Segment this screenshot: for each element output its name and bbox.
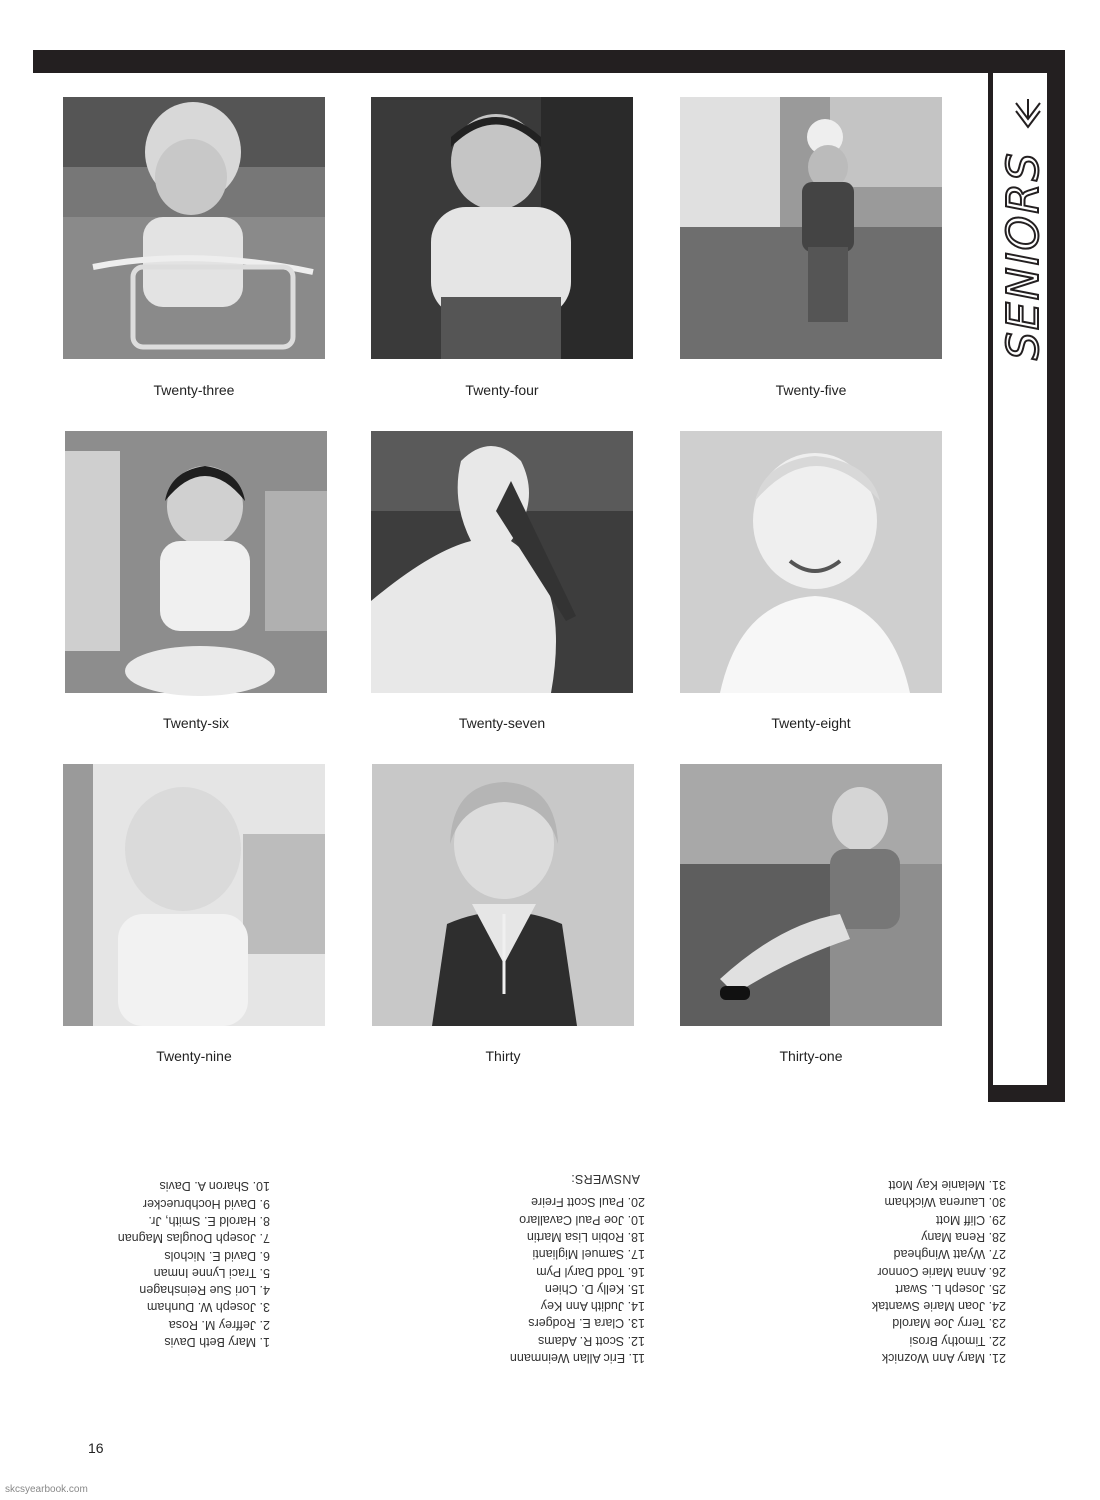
- answers-column-1: [118, 1177, 270, 1350]
- answer-item: 16. Todd Daryl Pym: [536, 1264, 645, 1279]
- answer-item: 23. Terry Joe Marold: [892, 1316, 1006, 1331]
- answer-item: 13. Clara E. Rodgers: [528, 1316, 645, 1331]
- baby-photo-24: [371, 97, 633, 359]
- answer-item: 31. Melanie Kay Mott: [888, 1178, 1006, 1193]
- answer-item: 20. Paul Scott Freire: [531, 1195, 645, 1210]
- answer-item: 28. Rena Many: [921, 1229, 1006, 1244]
- answer-item: 7. Joseph Douglas Magnan: [117, 1231, 270, 1246]
- baby-photo-30: [372, 764, 634, 1026]
- baby-photo-29: [63, 764, 325, 1026]
- answer-item: 10. Joe Paul Cavallaro: [519, 1212, 645, 1227]
- answer-item: 2. Jeffrey M. Rosa: [168, 1317, 270, 1332]
- answer-item: 4. Lori Sue Reinshagen: [139, 1283, 270, 1298]
- photo-caption: Thirty: [485, 1048, 521, 1064]
- answer-item: 25. Joseph L. Swart: [895, 1281, 1006, 1296]
- answer-item: 8. Harold E. Smith, Jr.: [148, 1213, 270, 1228]
- top-border-bar: [33, 50, 1065, 73]
- answer-item: 27. Wyatt Winghead: [893, 1247, 1006, 1262]
- answer-item: 30. Laurena Wickham: [884, 1195, 1006, 1210]
- stork-photo-27: [371, 431, 633, 693]
- answer-item: 26. Anna Marie Connor: [877, 1264, 1006, 1279]
- answer-item: 6. David E. Nichols: [164, 1248, 270, 1263]
- answer-item: 18. Robin Lisa Martin: [526, 1229, 645, 1244]
- answer-item: 11. Eric Allan Weinmann: [509, 1351, 645, 1365]
- answer-item: 1. Mary Beth Davis: [164, 1335, 270, 1349]
- photo-caption: Twenty-seven: [458, 715, 546, 731]
- answer-item: 5. Traci Lynne Inman: [153, 1265, 270, 1280]
- photo-caption: Twenty-three: [153, 382, 235, 398]
- answer-item: 14. Judith Ann Key: [540, 1299, 645, 1314]
- photo-caption: Thirty-one: [779, 1048, 843, 1064]
- photo-caption: Twenty-four: [465, 382, 539, 398]
- answer-item: 3. Joseph W. Dunham: [147, 1300, 270, 1315]
- baby-photo-28: [680, 431, 942, 693]
- watermark-text: skcsyearbook.com: [5, 1484, 88, 1495]
- photo-caption: Twenty-nine: [156, 1048, 232, 1064]
- section-title: [998, 95, 1052, 385]
- photo-caption: Twenty-eight: [771, 715, 851, 731]
- answer-item: 21. Mary Ann Woznick: [881, 1351, 1006, 1365]
- bottom-border-bar: [988, 1085, 1065, 1102]
- photo-caption: Twenty-six: [162, 715, 230, 731]
- answer-item: 29. Cliff Mott: [936, 1212, 1006, 1227]
- baby-photo-26: [65, 431, 327, 693]
- double-arrow-icon: [1016, 99, 1040, 127]
- answers-column-3: [872, 1176, 1006, 1366]
- photo-caption: Twenty-five: [775, 382, 847, 398]
- answer-item: 24. Joan Marie Swantak: [871, 1299, 1006, 1314]
- baby-photo-23: [63, 97, 325, 359]
- answer-item: 15. Kelly D. Chien: [544, 1281, 645, 1296]
- answer-item: 9. David Hochbruecker: [142, 1196, 270, 1211]
- answers-block: [0, 1170, 1100, 1400]
- answer-item: 22. Timothy Brosi: [909, 1333, 1006, 1348]
- answer-item: 12. Scott R. Adams: [538, 1333, 645, 1348]
- section-title-text: SENIORS: [998, 151, 1049, 360]
- baby-photo-25: [680, 97, 942, 359]
- answer-item: 17. Samuel Miglianti: [532, 1247, 645, 1262]
- inner-border-bar: [988, 73, 993, 1102]
- baby-photo-31: [680, 764, 942, 1026]
- page-number: 16: [88, 1440, 104, 1456]
- answers-heading: ANSWERS:: [570, 1172, 640, 1186]
- answer-item: 10. Sharon A. Davis: [159, 1179, 270, 1194]
- answers-column-2: [510, 1193, 645, 1366]
